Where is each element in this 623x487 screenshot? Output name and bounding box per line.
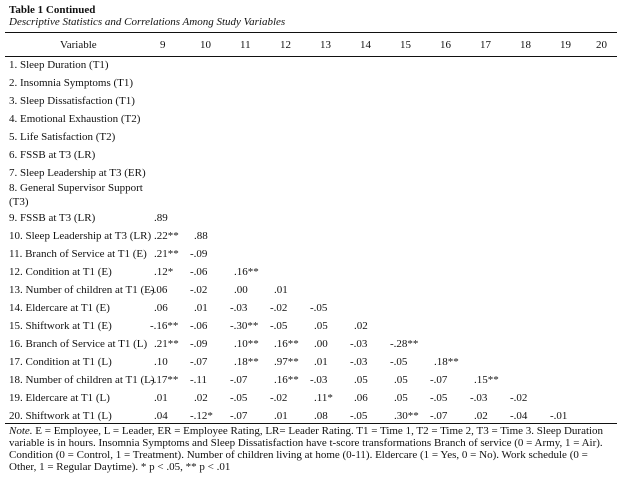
table-note	[9, 425, 613, 473]
cell-value: -.03	[310, 374, 328, 386]
header-col-17: 17	[480, 39, 491, 51]
header-col-20: 20	[596, 39, 607, 51]
cell-value: -.16**	[150, 320, 179, 332]
header-variable: Variable	[60, 39, 97, 51]
header-col-10: 10	[200, 39, 211, 51]
header-row	[0, 35, 623, 55]
cell-value: -.02	[190, 284, 208, 296]
cell-value: -.03	[350, 338, 368, 350]
cell-value: -.07	[430, 410, 448, 422]
row-label: 10. Sleep Leadership at T3 (LR)	[9, 230, 152, 242]
cell-value: .97**	[274, 356, 299, 368]
cell-value: -.06	[190, 266, 208, 278]
header-col-12: 12	[280, 39, 291, 51]
cell-value: .08	[314, 410, 328, 422]
row-label: 1. Sleep Duration (T1)	[9, 59, 109, 71]
cell-value: -.03	[230, 302, 248, 314]
cell-value: .21**	[154, 338, 179, 350]
cell-value: -.03	[470, 392, 488, 404]
cell-value: -.05	[430, 392, 448, 404]
cell-value: -.07	[230, 374, 248, 386]
cell-value: -.30**	[230, 320, 259, 332]
row-label: 20. Shiftwork at T1 (L)	[9, 410, 112, 422]
row-label: 6. FSSB at T3 (LR)	[9, 149, 96, 161]
cell-value: .88	[194, 230, 208, 242]
row-label-continued: (T3)	[9, 196, 29, 208]
cell-value: -.01	[550, 410, 568, 422]
cell-value: .06	[354, 392, 368, 404]
cell-value: -.04	[510, 410, 528, 422]
row-label: 19. Eldercare at T1 (L)	[9, 392, 110, 404]
cell-value: -.03	[350, 356, 368, 368]
cell-value: -.05	[270, 320, 288, 332]
header-rule	[5, 56, 617, 57]
cell-value: .05	[394, 374, 408, 386]
row-label: 17. Condition at T1 (L)	[9, 356, 112, 368]
cell-value: .02	[474, 410, 488, 422]
cell-value: .00	[314, 338, 328, 350]
table-subtitle: Descriptive Statistics and Correlations Among Study Variables	[9, 16, 286, 28]
cell-value: .01	[274, 284, 288, 296]
cell-value: .10**	[234, 338, 259, 350]
cell-value: -.02	[270, 302, 288, 314]
cell-value: .01	[314, 356, 328, 368]
cell-value: -.05	[310, 302, 328, 314]
cell-value: .02	[354, 320, 368, 332]
note-label: Note.	[9, 425, 33, 437]
row-label: 7. Sleep Leadership at T3 (ER)	[9, 167, 146, 179]
header-col-13: 13	[320, 39, 331, 51]
cell-value: .18**	[234, 356, 259, 368]
cell-value: -.05	[230, 392, 248, 404]
row-label: 11. Branch of Service at T1 (E)	[9, 248, 147, 260]
row-label: 4. Emotional Exhaustion (T2)	[9, 113, 141, 125]
cell-value: -.06	[190, 320, 208, 332]
header-col-14: 14	[360, 39, 371, 51]
cell-value: -.06	[150, 284, 168, 296]
cell-value: -.11	[190, 374, 208, 386]
cell-value: -.02	[270, 392, 288, 404]
bottom-rule	[5, 423, 617, 424]
row-label: 3. Sleep Dissatisfaction (T1)	[9, 95, 135, 107]
cell-value: .22**	[154, 230, 179, 242]
cell-value: .05	[314, 320, 328, 332]
cell-value: .21**	[154, 248, 179, 260]
header-col-11: 11	[240, 39, 251, 51]
cell-value: .12*	[154, 266, 174, 278]
cell-value: .04	[154, 410, 168, 422]
cell-value: -.17**	[150, 374, 179, 386]
cell-value: .11*	[314, 392, 333, 404]
header-col-16: 16	[440, 39, 451, 51]
cell-value: .16**	[274, 374, 299, 386]
cell-value: .01	[274, 410, 288, 422]
cell-value: .10	[154, 356, 168, 368]
cell-value: -.05	[350, 410, 368, 422]
cell-value: .06	[154, 302, 168, 314]
cell-value: -.09	[190, 248, 208, 260]
cell-value: -.28**	[390, 338, 419, 350]
cell-value: -.07	[430, 374, 448, 386]
cell-value: -.09	[190, 338, 208, 350]
cell-value: -.07	[190, 356, 208, 368]
cell-value: .05	[394, 392, 408, 404]
top-rule	[5, 32, 617, 33]
cell-value: .00	[234, 284, 248, 296]
cell-value: .01	[154, 392, 168, 404]
row-label: 13. Number of children at T1 (E)	[9, 284, 155, 296]
row-label: 12. Condition at T1 (E)	[9, 266, 112, 278]
row-label: 9. FSSB at T3 (LR)	[9, 212, 96, 224]
row-label: 8. General Supervisor Support	[9, 182, 143, 194]
row-label: 18. Number of children at T1 (L)	[9, 374, 155, 386]
header-col-19: 19	[560, 39, 571, 51]
cell-value: .30**	[394, 410, 419, 422]
row-label: 2. Insomnia Symptoms (T1)	[9, 77, 134, 89]
row-label: 14. Eldercare at T1 (E)	[9, 302, 110, 314]
cell-value: .01	[194, 302, 208, 314]
cell-value: .16**	[274, 338, 299, 350]
header-col-9: 9	[160, 39, 166, 51]
row-label: 5. Life Satisfaction (T2)	[9, 131, 116, 143]
cell-value: -.05	[390, 356, 408, 368]
cell-value: -.02	[510, 392, 528, 404]
row-label: 15. Shiftwork at T1 (E)	[9, 320, 112, 332]
note-text: E = Employee, L = Leader, ER = Employee Rating, LR= Leader Rating. T1 = Time 1, T2 = Time 2, T3 = Time 3. Sleep Duration variable is in hours. Insomnia Symptoms and Sleep Dissatisfaction have t-score transformations Branch of service (0 = Army, 1 = Air). Condition (0 = Control, 1 = Treatment). Number of children living at home (0-11). Eldercare (1 = Yes, 0 = No). Work schedule (0 = Other, 1 = Regular Daytime). * p < .05, ** p < .01	[9, 425, 604, 473]
table-title: Table 1 Continued	[9, 4, 96, 16]
cell-value: .15**	[474, 374, 499, 386]
cell-value: .05	[354, 374, 368, 386]
cell-value: .16**	[234, 266, 259, 278]
header-col-18: 18	[520, 39, 531, 51]
row-label: 16. Branch of Service at T1 (L)	[9, 338, 148, 350]
header-col-15: 15	[400, 39, 411, 51]
cell-value: -.07	[230, 410, 248, 422]
cell-value: .18**	[434, 356, 459, 368]
cell-value: -.12*	[190, 410, 213, 422]
cell-value: .89	[154, 212, 168, 224]
cell-value: .02	[194, 392, 208, 404]
